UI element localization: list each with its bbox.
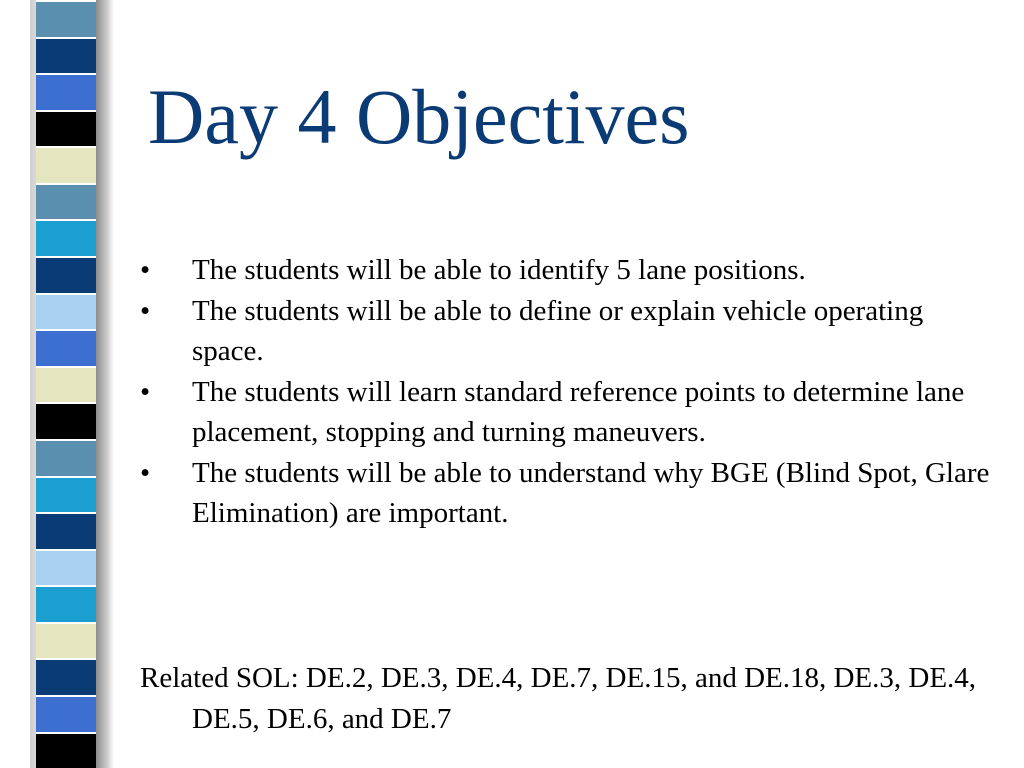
- color-band: [36, 146, 96, 183]
- objective-item: [140, 250, 990, 291]
- objectives-list: [140, 250, 990, 534]
- color-band: [36, 622, 96, 659]
- color-band: [36, 0, 96, 37]
- color-band: [36, 37, 96, 74]
- decorative-strip-shadow: [96, 0, 114, 768]
- color-band: [36, 110, 96, 147]
- color-band: [36, 476, 96, 513]
- color-band: [36, 293, 96, 330]
- bullet-icon: •: [140, 375, 151, 408]
- color-band: [36, 329, 96, 366]
- color-band: [36, 183, 96, 220]
- color-band: [36, 219, 96, 256]
- color-band: [36, 732, 96, 768]
- bullet-icon: •: [140, 456, 151, 489]
- color-band: [36, 585, 96, 622]
- objective-item: [140, 372, 990, 453]
- objective-text: The students will be able to define or explain vehicle operating space.: [192, 294, 924, 367]
- color-band: [36, 402, 96, 439]
- related-sol-text: Related SOL: DE.2, DE.3, DE.4, DE.7, DE.15, and DE.18, DE.3, DE.4, DE.5, DE.6, and DE.7: [140, 662, 977, 735]
- objective-text: The students will learn standard reference points to determine lane placement, stopping and turning maneuvers.: [192, 375, 965, 448]
- objective-text: The students will be able to understand why BGE (Blind Spot, Glare Elimination) are important.: [192, 456, 990, 529]
- color-band: [36, 658, 96, 695]
- objective-text: The students will be able to identify 5 lane positions.: [192, 254, 806, 286]
- color-band: [36, 73, 96, 110]
- objective-item: [140, 291, 990, 372]
- color-band: [36, 439, 96, 476]
- color-band: [36, 366, 96, 403]
- color-band: [36, 256, 96, 293]
- slide-title: Day 4 Objectives: [148, 73, 690, 160]
- objective-item: [140, 453, 990, 534]
- bullet-icon: •: [140, 254, 151, 286]
- color-band: [36, 549, 96, 586]
- bullet-icon: •: [140, 294, 151, 327]
- color-band: [36, 512, 96, 549]
- color-band: [36, 695, 96, 732]
- decorative-color-bands: [36, 0, 96, 768]
